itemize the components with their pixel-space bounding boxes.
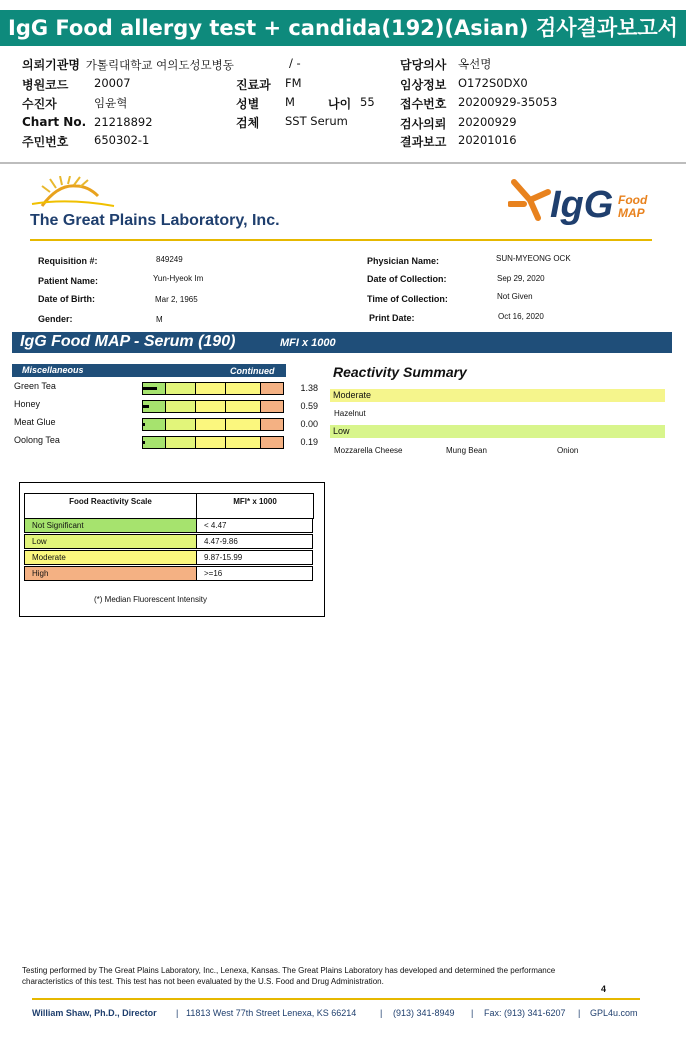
section-unit: MFI x 1000 xyxy=(280,337,336,349)
legend-header-left: Food Reactivity Scale xyxy=(24,493,197,519)
collection-time-value: Not Given xyxy=(497,292,533,301)
food-value: 0.59 xyxy=(300,401,318,411)
section-header xyxy=(12,332,672,353)
legend-level: Moderate xyxy=(24,550,197,565)
print-date-value: Oct 16, 2020 xyxy=(498,312,544,321)
legend-range: 4.47-9.86 xyxy=(196,534,313,549)
scale-segment xyxy=(196,419,226,430)
scale-segment xyxy=(196,437,226,448)
legend-header-right: MFI* x 1000 xyxy=(196,493,314,519)
recipient-value: 임윤혁 xyxy=(94,96,128,110)
legend-range: < 4.47 xyxy=(196,518,313,533)
value-fill-bar xyxy=(143,423,145,426)
report-title: IgG Food allergy test + candida(192)(Asian) 검사결과보고서 xyxy=(0,10,686,46)
misc-continued: Continued xyxy=(230,366,275,376)
reactivity-scale-bar xyxy=(142,382,284,395)
receipt-value: 20200929-35053 xyxy=(458,95,558,109)
scale-segment xyxy=(166,437,196,448)
low-item: Mozzarella Cheese xyxy=(334,446,403,455)
reactivity-summary-title: Reactivity Summary xyxy=(333,364,467,380)
footer-phone: (913) 341-8949 xyxy=(393,1008,455,1018)
scale-segment xyxy=(143,437,166,448)
institution-label: 의뢰기관명 xyxy=(22,58,80,72)
result-value: 20201016 xyxy=(458,133,517,147)
institution-row xyxy=(22,56,234,73)
sun-logo-icon xyxy=(28,176,118,210)
value-fill-bar xyxy=(143,441,145,444)
resident-value: 650302-1 xyxy=(94,133,150,147)
brand-map: MAP xyxy=(618,206,645,220)
legend-footnote: (*) Median Fluorescent Intensity xyxy=(94,595,207,604)
moderate-item: Hazelnut xyxy=(334,409,366,418)
scale-segment xyxy=(226,401,262,412)
scale-segment xyxy=(226,437,262,448)
physician-value: SUN-MYEONG OCK xyxy=(496,254,571,263)
scale-segment xyxy=(261,437,283,448)
footer-separator: | xyxy=(380,1008,383,1018)
age-value: 55 xyxy=(360,95,375,109)
scale-segment xyxy=(226,419,262,430)
scale-segment xyxy=(226,383,262,394)
legend-range: 9.87-15.99 xyxy=(196,550,313,565)
misc-title: Miscellaneous xyxy=(22,365,84,375)
scale-segment xyxy=(143,419,166,430)
collection-date-value: Sep 29, 2020 xyxy=(497,274,545,283)
receipt-label: 접수번호 xyxy=(400,97,447,111)
hospital-code-row xyxy=(22,76,68,93)
food-name: Oolong Tea xyxy=(14,435,60,445)
request-label: 검사의뢰 xyxy=(400,117,447,131)
recipient-label: 수진자 xyxy=(22,97,57,111)
lab-name: The Great Plains Laboratory, Inc. xyxy=(30,212,280,229)
legend-level: Low xyxy=(24,534,197,549)
disclaimer-line-2: characteristics of this test. This test has not been evaluated by the U.S. Food and Drug Administration. xyxy=(22,977,384,986)
scale-segment xyxy=(196,383,226,394)
footer-fax: Fax: (913) 341-6207 xyxy=(484,1008,566,1018)
sex-value: M xyxy=(285,95,295,109)
gender-label: Gender: xyxy=(38,314,73,324)
footer-site: GPL4u.com xyxy=(590,1008,638,1018)
sex-label: 성별 xyxy=(236,97,260,111)
dob-label: Date of Birth: xyxy=(38,294,95,304)
resident-label: 주민번호 xyxy=(22,135,69,149)
moderate-band: Moderate xyxy=(330,389,665,402)
hospital-code-label: 병원코드 xyxy=(22,78,69,92)
food-value: 1.38 xyxy=(300,383,318,393)
collection-time-label: Time of Collection: xyxy=(367,294,448,304)
scale-segment xyxy=(261,401,283,412)
collection-date-label: Date of Collection: xyxy=(367,274,447,284)
low-band: Low xyxy=(330,425,665,438)
footer-address: 11813 West 77th Street Lenexa, KS 66214 xyxy=(186,1008,357,1018)
food-name: Honey xyxy=(14,399,41,409)
requisition-label: Requisition #: xyxy=(38,256,98,266)
doctor-value: 옥선명 xyxy=(458,57,492,71)
value-fill-bar xyxy=(143,387,157,390)
dob-value: Mar 2, 1965 xyxy=(155,295,198,304)
brand-igg: IgG xyxy=(550,184,614,226)
physician-label: Physician Name: xyxy=(367,256,440,266)
chart-value: 21218892 xyxy=(94,115,153,129)
footer-separator: | xyxy=(471,1008,474,1018)
age-label: 나이 xyxy=(328,97,352,111)
patient-name-label: Patient Name: xyxy=(38,276,99,286)
hospital-code-value: 20007 xyxy=(94,76,131,90)
scale-segment xyxy=(196,401,226,412)
request-value: 20200929 xyxy=(458,115,517,129)
patient-name-value: Yun-Hyeok Im xyxy=(153,274,204,283)
clinical-label: 임상정보 xyxy=(400,78,447,92)
food-value: 0.19 xyxy=(300,437,318,447)
specimen-label: 검체 xyxy=(236,116,260,130)
footer-separator: | xyxy=(578,1008,581,1018)
legend-level: High xyxy=(24,566,197,581)
scale-segment xyxy=(166,401,196,412)
low-item: Mung Bean xyxy=(446,446,487,455)
gender-value: M xyxy=(156,315,163,324)
department-value: FM xyxy=(285,76,302,90)
scale-segment xyxy=(166,419,196,430)
reactivity-scale-bar xyxy=(142,436,284,449)
institution-value: 가톨릭대학교 여의도성모병동 xyxy=(85,58,234,72)
misc-header xyxy=(12,364,286,377)
specimen-value: SST Serum xyxy=(285,114,348,128)
legend-range: >=16 xyxy=(196,566,313,581)
food-name: Green Tea xyxy=(14,381,56,391)
disclaimer-line-1: Testing performed by The Great Plains Laboratory, Inc., Lenexa, Kansas. The Great Plains Laboratory has developed and determined the performance xyxy=(22,966,556,975)
legend-level: Not Significant xyxy=(24,518,197,533)
header-divider xyxy=(0,162,686,164)
footer-director: William Shaw, Ph.D., Director xyxy=(32,1008,157,1018)
reactivity-scale-bar xyxy=(142,400,284,413)
chart-label: Chart No. xyxy=(22,115,87,129)
food-value: 0.00 xyxy=(300,419,318,429)
ward-value: / - xyxy=(289,56,301,70)
footer-divider xyxy=(32,998,640,1000)
reactivity-scale-bar xyxy=(142,418,284,431)
requisition-value: 849249 xyxy=(156,255,183,264)
department-label: 진료과 xyxy=(236,78,271,92)
footer-separator: | xyxy=(176,1008,179,1018)
doctor-label: 담당의사 xyxy=(400,58,447,72)
page-number: 4 xyxy=(601,984,607,994)
result-label: 결과보고 xyxy=(400,135,447,149)
antibody-logo-icon xyxy=(508,178,554,222)
section-title: IgG Food MAP - Serum (190) xyxy=(20,333,236,350)
scale-segment xyxy=(261,419,283,430)
scale-segment xyxy=(166,383,196,394)
logo-divider xyxy=(30,239,652,241)
brand-food: Food xyxy=(618,193,648,207)
value-fill-bar xyxy=(143,405,149,408)
scale-segment xyxy=(261,383,283,394)
low-item: Onion xyxy=(557,446,579,455)
food-name: Meat Glue xyxy=(14,417,56,427)
print-date-label: Print Date: xyxy=(369,313,415,323)
clinical-value: O172S0DX0 xyxy=(458,76,528,90)
